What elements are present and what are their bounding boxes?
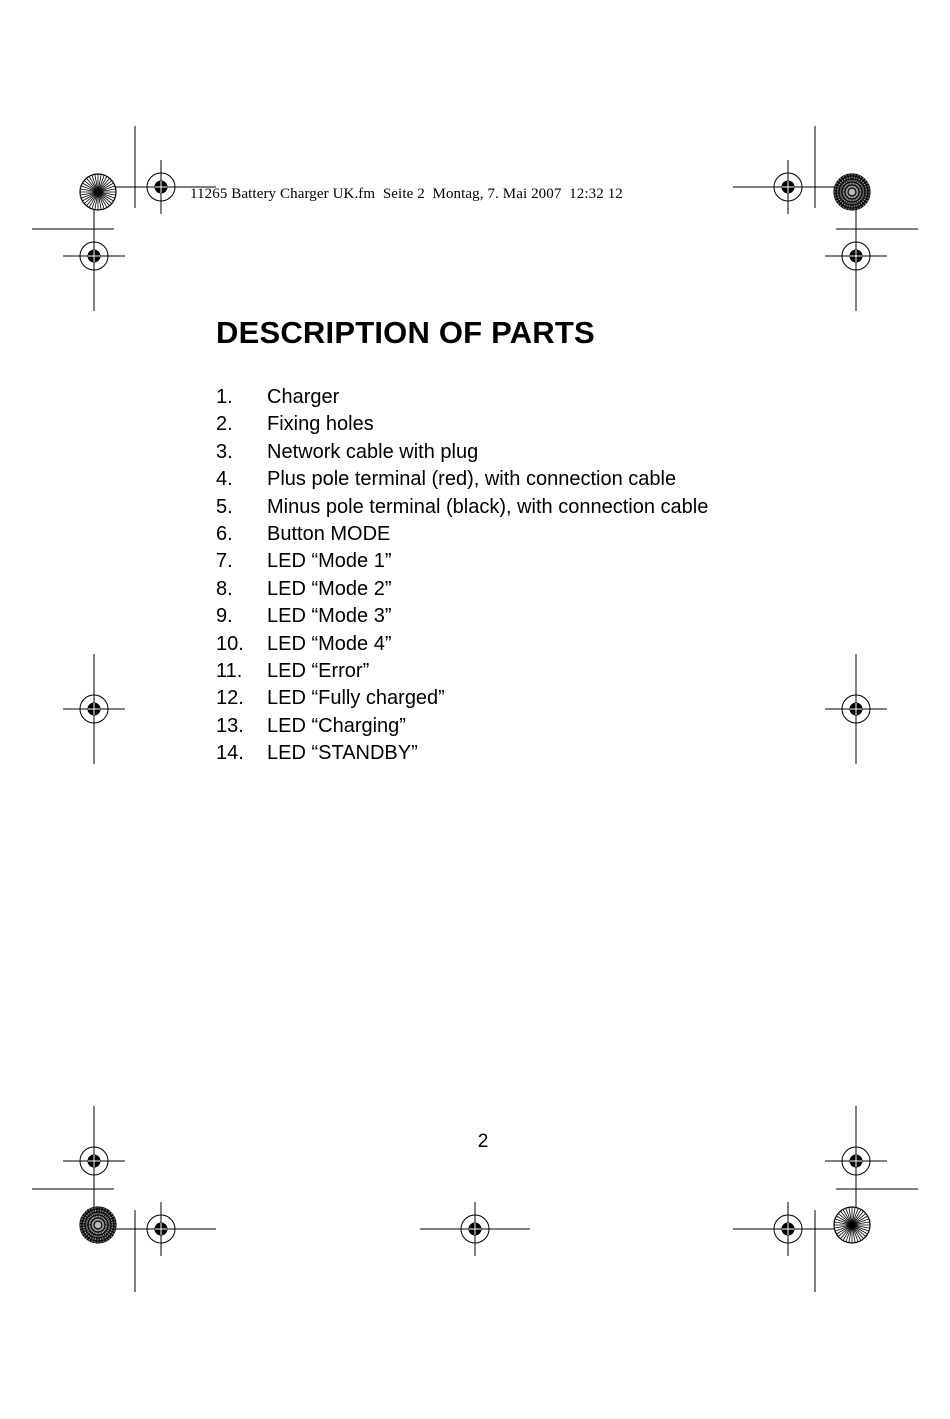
item-number: 4.	[216, 468, 233, 491]
file-slug-line: 11265 Battery Charger UK.fm Seite 2 Montag, 7. Mai 2007 12:32 12	[190, 186, 623, 202]
item-number: 10.	[216, 632, 244, 655]
item-label: Charger	[267, 386, 340, 408]
item-label: LED “Charging”	[267, 714, 406, 737]
item-number: 2.	[216, 413, 233, 436]
list-item	[216, 685, 708, 712]
list-item	[216, 521, 708, 548]
parts-list	[216, 384, 708, 767]
item-number: 12.	[216, 687, 244, 710]
registration-target-top-right	[733, 160, 843, 214]
registration-target-lower-left	[63, 1106, 125, 1216]
list-item	[216, 548, 708, 575]
list-item	[216, 631, 708, 658]
item-number: 5.	[216, 495, 233, 518]
item-label: LED “STANDBY”	[267, 742, 418, 765]
item-label: Network cable with plug	[267, 440, 479, 463]
registration-target-mid-right	[825, 654, 887, 764]
list-item	[216, 439, 708, 466]
item-label: LED “Error”	[267, 659, 370, 682]
item-label: Plus pole terminal (red), with connection cable	[267, 468, 677, 491]
starburst-mark-bottom-right	[834, 1207, 870, 1243]
list-item	[216, 740, 708, 767]
item-label: LED “Mode 2”	[267, 577, 392, 600]
item-number: 1.	[216, 386, 233, 408]
item-label: LED “Fully charged”	[267, 687, 445, 710]
list-item	[216, 466, 708, 493]
registration-target-upper-right	[825, 201, 887, 311]
registration-target-upper-left	[63, 201, 125, 311]
registration-target-bottom-left	[106, 1202, 216, 1256]
item-number: 7.	[216, 550, 233, 573]
list-item	[216, 494, 708, 521]
item-number: 8.	[216, 577, 233, 600]
item-label: Button MODE	[267, 522, 391, 545]
item-number: 6.	[216, 522, 233, 545]
starburst-mark-bottom-left	[80, 1207, 116, 1243]
list-item	[216, 713, 708, 740]
starburst-mark-top-right	[834, 174, 870, 210]
list-item	[216, 576, 708, 603]
item-label: LED “Mode 3”	[267, 605, 392, 628]
list-item	[216, 658, 708, 685]
item-label: LED “Mode 4”	[267, 632, 392, 655]
list-item	[216, 384, 708, 411]
registration-target-bottom-center	[420, 1202, 530, 1256]
item-label: LED “Mode 1”	[267, 550, 392, 573]
list-item	[216, 603, 708, 630]
item-number: 14.	[216, 742, 244, 765]
registration-target-lower-right	[825, 1106, 887, 1216]
registration-target-mid-left	[63, 654, 125, 764]
item-label: Fixing holes	[267, 413, 374, 436]
page-title: DESCRIPTION OF PARTS	[216, 315, 595, 350]
page-number: 2	[477, 1131, 489, 1152]
list-item	[216, 411, 708, 438]
item-number: 9.	[216, 605, 233, 628]
item-label: Minus pole terminal (black), with connection cable	[267, 495, 709, 518]
item-number: 13.	[216, 714, 244, 737]
item-number: 11.	[216, 659, 243, 682]
item-number: 3.	[216, 440, 233, 463]
starburst-mark-top-left	[80, 174, 116, 210]
registration-target-bottom-right	[733, 1202, 843, 1256]
